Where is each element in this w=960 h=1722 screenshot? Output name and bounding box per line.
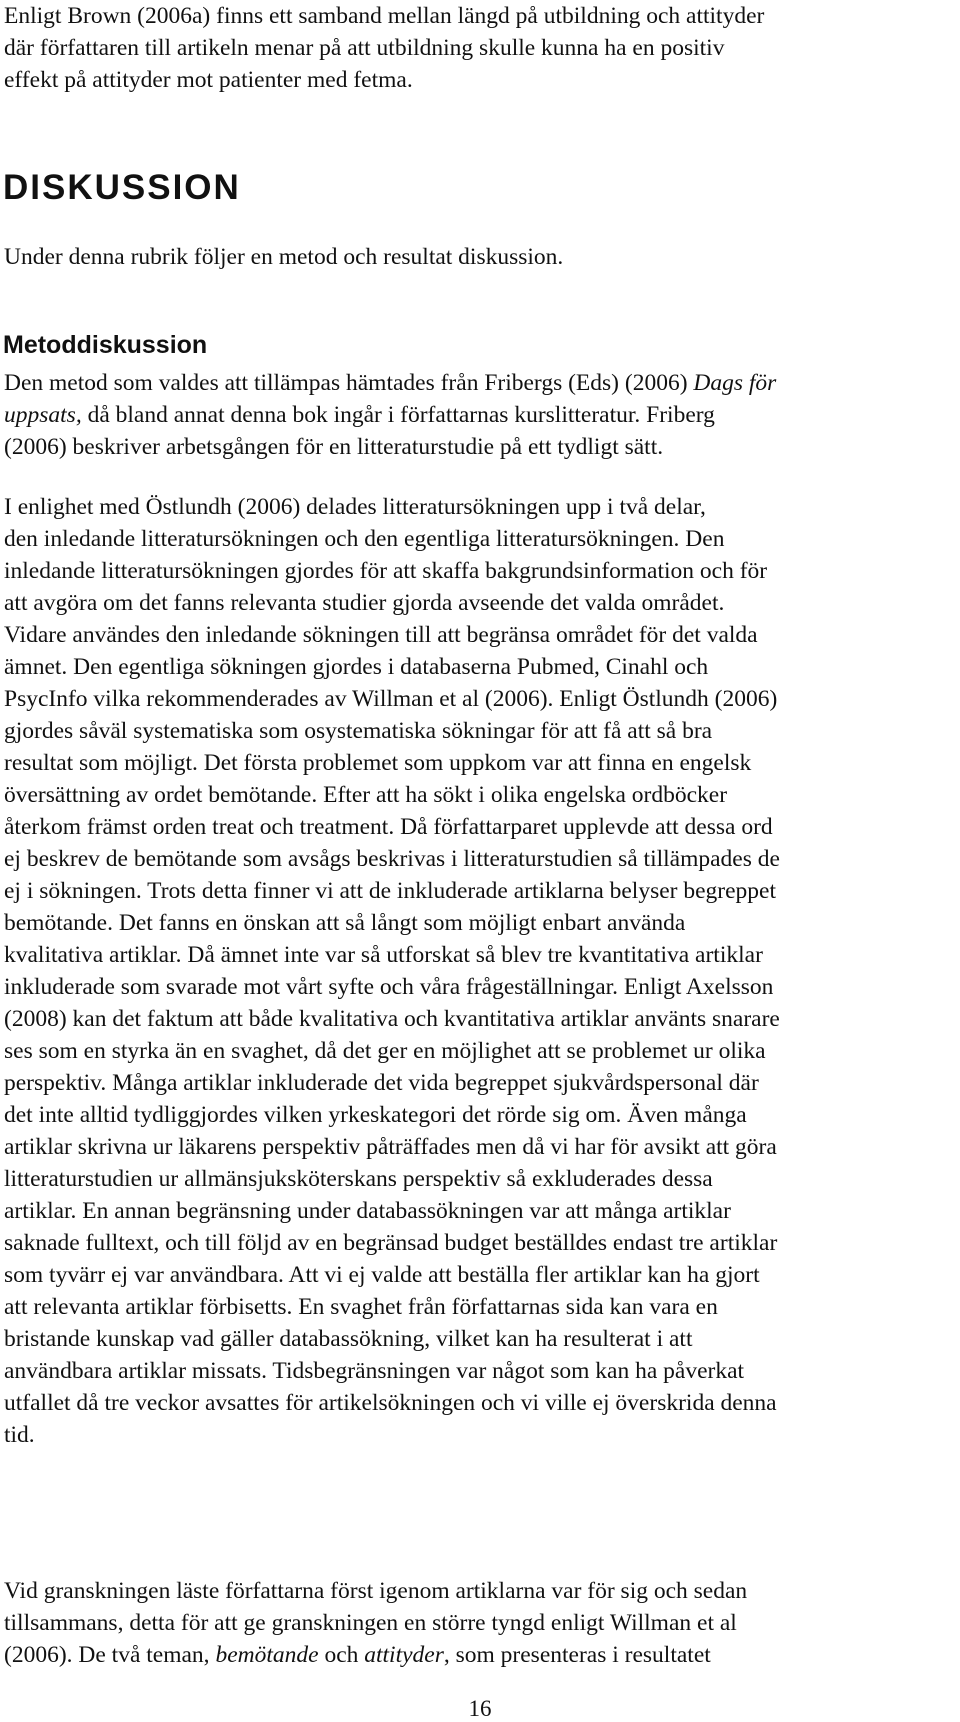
text-line: utfallet då tre veckor avsattes för artikelsökningen och vi ville ej överskrida denna — [4, 1390, 777, 1416]
page-number: 16 — [468, 1696, 492, 1721]
text-line — [4, 399, 952, 431]
section-heading-diskussion: DISKUSSION — [3, 168, 241, 207]
text-line: där författaren till artikeln menar på att utbildning skulle kunna ha en positiv — [4, 35, 725, 61]
text-line: inkluderade som svarade mot vårt syfte och våra frågeställningar. Enligt Axelsson — [4, 974, 774, 1000]
text-line: (2008) kan det faktum att både kvalitativa och kvantitativa artiklar använts snarare — [4, 1006, 780, 1032]
text-line: resultat som möjligt. Det första problemet som uppkom var att finna en engelsk — [4, 750, 752, 776]
text-run: (2006). De två teman, — [4, 1642, 216, 1668]
text-line: ses som en styrka än en svaghet, då det ger en möjlighet att se problemet ur olika — [4, 1038, 766, 1064]
text-line: effekt på attityder mot patienter med fetma. — [4, 67, 413, 93]
text-line: gjordes såväl systematiska som osystematiska sökningar för att få att så bra — [4, 718, 713, 744]
method-paragraph-3 — [4, 1575, 952, 1671]
text-line: inledande litteratursökningen gjordes för att skaffa bakgrundsinformation och för — [4, 558, 768, 584]
text-line: Vidare användes den inledande sökningen till att begränsa området för det valda — [4, 622, 758, 648]
text-line: artiklar skrivna ur läkarens perspektiv påträffades men då vi har för avsikt att göra — [4, 1134, 777, 1160]
text-line: Vid granskningen läste författarna först igenom artiklarna var för sig och sedan — [4, 1578, 748, 1604]
text-line: ämnet. Den egentliga sökningen gjordes i databaserna Pubmed, Cinahl och — [4, 654, 709, 680]
text-line: (2006) beskriver arbetsgången för en litteraturstudie på ett tydligt sätt. — [4, 434, 664, 460]
text-run: , som presenteras i resultatet — [443, 1642, 711, 1668]
text-line: I enlighet med Östlundh (2006) delades litteratursökningen upp i två delar, — [4, 494, 706, 520]
text-line — [4, 367, 952, 399]
intro-paragraph — [4, 0, 952, 96]
text-line: perspektiv. Många artiklar inkluderade det vida begreppet sjukvårdspersonal där — [4, 1070, 759, 1096]
text-line: Enligt Brown (2006a) finns ett samband mellan längd på utbildning och attityder — [4, 3, 765, 29]
text-line: PsycInfo vilka rekommenderades av Willman et al (2006). Enligt Östlundh (2006) — [4, 686, 778, 712]
book-title-italic: Dags för — [693, 370, 777, 396]
text-line — [4, 1639, 952, 1671]
text-line: den inledande litteratursökningen och den egentliga litteratursökningen. Den — [4, 526, 725, 552]
text-line: saknade fulltext, och till följd av en begränsad budget beställdes endast tre artiklar — [4, 1230, 778, 1256]
text-line: tid. — [4, 1422, 35, 1448]
method-paragraph-2 — [4, 491, 952, 1451]
discussion-intro — [4, 241, 952, 273]
text-line: Under denna rubrik följer en metod och resultat diskussion. — [4, 244, 564, 270]
text-line: som tyvärr ej var användbara. Att vi ej valde att beställa fler artiklar kan ha gjort — [4, 1262, 760, 1288]
book-title-italic: uppsats, — [4, 402, 82, 428]
theme-italic: bemötande — [215, 1642, 319, 1668]
text-line: bristande kunskap vad gäller databassökning, vilket kan ha resulterat i att — [4, 1326, 693, 1352]
subsection-heading-metoddiskussion: Metoddiskussion — [3, 331, 208, 359]
method-paragraph-1 — [4, 367, 952, 463]
text-line: litteraturstudien ur allmänsjuksköterskans perspektiv så exkluderades dessa — [4, 1166, 713, 1192]
text-line: bemötande. Det fanns en önskan att så långt som möjligt enbart använda — [4, 910, 686, 936]
text-run: och — [318, 1642, 365, 1668]
text-line: tillsammans, detta för att ge granskningen en större tyngd enligt Willman et al — [4, 1610, 737, 1636]
text-line: det inte alltid tydliggjordes vilken yrkeskategori det rörde sig om. Även många — [4, 1102, 747, 1128]
text-line: ej i sökningen. Trots detta finner vi att de inkluderade artiklarna belyser begreppet — [4, 878, 777, 904]
text-line: att relevanta artiklar förbisetts. En svaghet från författarnas sida kan vara en — [4, 1294, 718, 1320]
text-run: då bland annat denna bok ingår i författarnas kurslitteratur. Friberg — [81, 402, 715, 428]
text-line: ej beskrev de bemötande som avsågs beskrivas i litteraturstudien så tillämpades de — [4, 846, 780, 872]
text-line: att avgöra om det fanns relevanta studier gjorda avseende det valda området. — [4, 590, 725, 616]
text-line: kvalitativa artiklar. Då ämnet inte var så utforskat så blev tre kvantitativa artiklar — [4, 942, 763, 968]
theme-italic: attityder — [364, 1642, 444, 1668]
text-line: översättning av ordet bemötande. Efter att ha sökt i olika engelska ordböcker — [4, 782, 728, 808]
text-line: återkom främst orden treat och treatment. Då författarparet upplevde att dessa ord — [4, 814, 773, 840]
text-run: Den metod som valdes att tillämpas hämtades från Fribergs (Eds) (2006) — [4, 370, 694, 396]
text-line: användbara artiklar missats. Tidsbegränsningen var något som kan ha påverkat — [4, 1358, 745, 1384]
text-line: artiklar. En annan begränsning under databassökningen var att många artiklar — [4, 1198, 731, 1224]
